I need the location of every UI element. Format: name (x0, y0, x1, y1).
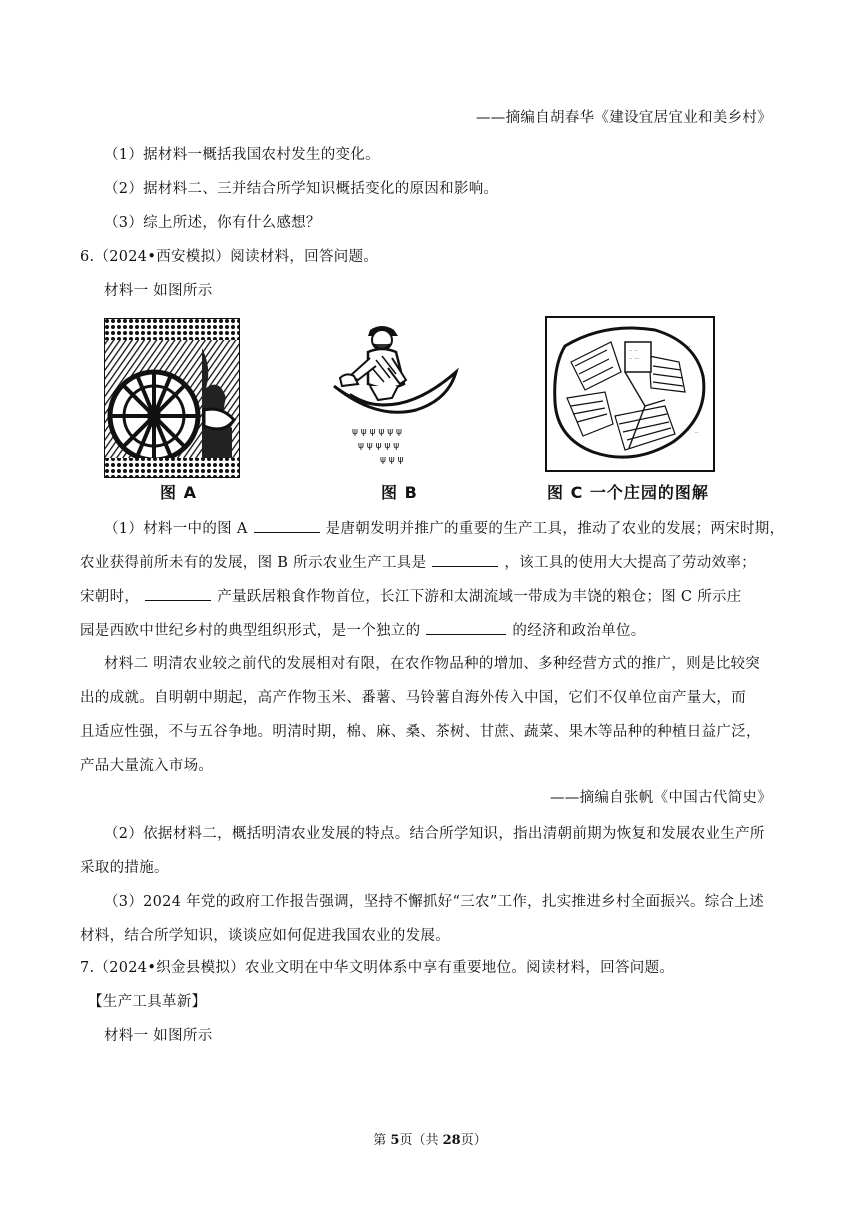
answer-blank-4[interactable] (426, 620, 506, 635)
svg-text:ψ ψ ψ ψ ψ: ψ ψ ψ ψ ψ (358, 441, 400, 451)
figure-b-caption: 图 B (381, 483, 418, 502)
q6-material2-line1: 材料二 明清农业较之前代的发展相对有限，在农作物品种的增加、多种经营方式的推广，则是比较突 (104, 656, 761, 672)
q6-material2-line3: 且适应性强，不与五谷争地。明清时期，棉、麻、桑、茶树、甘蔗、蔬菜、果木等品种的种植日益广泛， (80, 724, 761, 740)
q6-sub3-line1: （3）2024 年党的政府工作报告强调，坚持不懈抓好“三农”工作，扎实推进乡村全面振兴。综合上述 (104, 894, 764, 910)
source-attribution-2: ——摘编自张帆《中国古代简史》 (550, 790, 772, 806)
q6-sub1-line1: （1）材料一中的图 A 是唐朝发明并推广的重要的生产工具，推动了农业的发展；两宋时期， (104, 518, 784, 539)
figure-a-caption: 图 A (160, 483, 197, 502)
svg-text:ψ ψ ψ ψ ψ ψ: ψ ψ ψ ψ ψ ψ (352, 427, 402, 437)
q6-sub1-line3: 宋朝时， 产量跃居粮食作物首位，长江下游和太湖流域一带成为丰饶的粮仓；图 C 所示庄 (80, 586, 742, 607)
answer-blank-2[interactable] (432, 552, 498, 567)
q6-header: 6.（2024•西安模拟）阅读材料，回答问题。 (80, 249, 379, 265)
q7-section-title: 【生产工具革新】 (88, 994, 207, 1010)
svg-text:··: ·· (687, 344, 691, 350)
q6-sub2-line2: 采取的措施。 (80, 860, 169, 876)
q6-sub3-line2: 材料，结合所学知识，谈谈应如何促进我国农业的发展。 (80, 928, 450, 944)
svg-text:··: ·· (695, 430, 699, 436)
svg-text:·· ··: ·· ·· (629, 348, 638, 354)
svg-text:ψ ψ ψ: ψ ψ ψ (380, 455, 404, 465)
q6-sub1-line2: 农业获得前所未有的发展，图 B 所示农业生产工具是 ，该工具的使用大大提高了劳动效率； (80, 552, 756, 573)
figure-c-manor-map-image (545, 316, 715, 472)
answer-blank-3[interactable] (145, 586, 211, 601)
answer-blank-1[interactable] (254, 518, 320, 533)
page-number-footer: 第 5页（共 28页） (373, 1133, 487, 1148)
q6-material1-label: 材料一 如图所示 (104, 283, 213, 299)
q7-header: 7.（2024•织金县模拟）农业文明在中华文明体系中享有重要地位。阅读材料，回答问题。 (80, 960, 675, 976)
q6-material2-line2: 出的成就。自明朝中期起，高产作物玉米、番薯、马铃薯自海外传入中国，它们不仅单位亩产量大，而 (80, 690, 746, 706)
svg-text:·· ···: ·· ··· (629, 356, 640, 362)
figure-c-caption: 图 C 一个庄园的图解 (547, 483, 709, 502)
q5-subquestion-2: （2）据材料二、三并结合所学知识概括变化的原因和影响。 (104, 181, 499, 197)
q5-subquestion-3: （3）综上所述，你有什么感想？ (104, 215, 321, 231)
q7-material1-label: 材料一 如图所示 (104, 1028, 213, 1044)
q5-subquestion-1: （1）据材料一概括我国农村发生的变化。 (104, 147, 380, 163)
source-attribution-1: ——摘编自胡春华《建设宜居宜业和美乡村》 (476, 110, 772, 126)
figure-a-waterwheel-image (104, 318, 240, 478)
figure-b-seedling-horse-image (330, 316, 460, 476)
q6-sub2-line1: （2）依据材料二，概括明清农业发展的特点。结合所学知识，指出清朝前期为恢复和发展农业生产所 (104, 826, 765, 842)
q6-sub1-line4: 园是西欧中世纪乡村的典型组织形式，是一个独立的 的经济和政治单位。 (80, 620, 646, 641)
q6-material2-line4: 产品大量流入市场。 (80, 758, 214, 774)
